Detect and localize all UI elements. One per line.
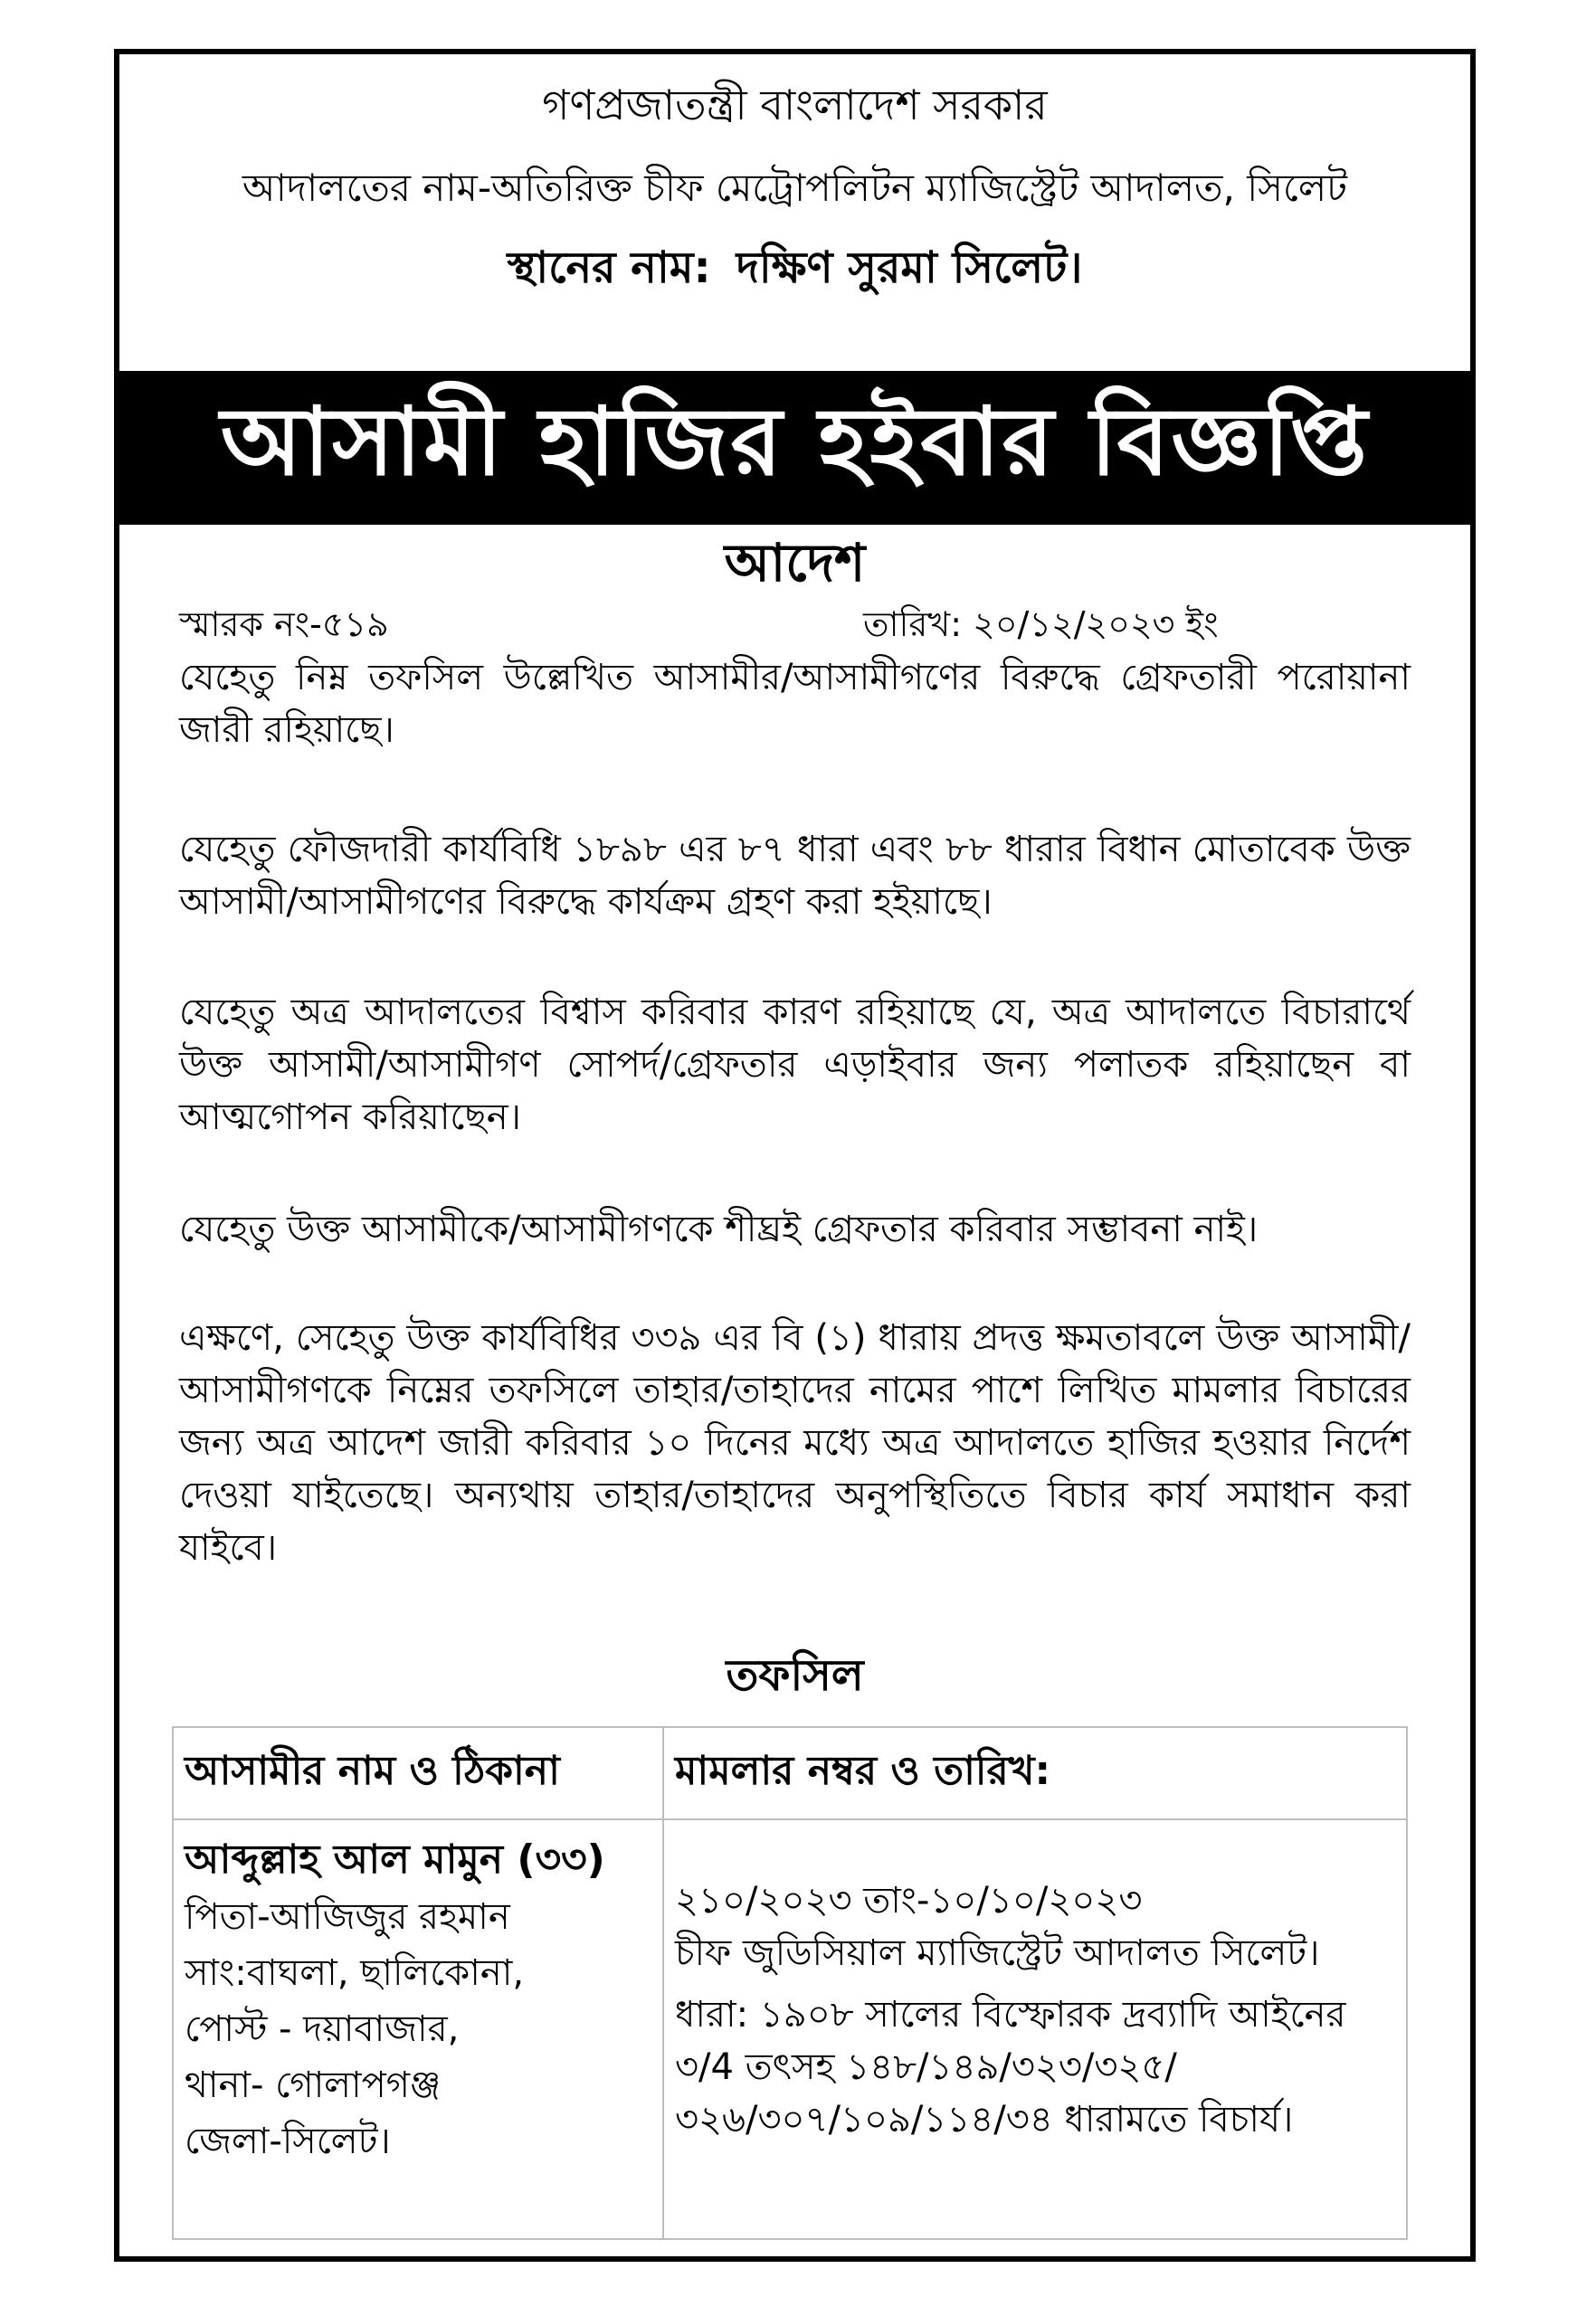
accused-name: আব্দুল্লাহ আল মামুন (৩৩) (185, 1837, 605, 1883)
case-section-line: ৩/4 তৎসহ ১৪৮/১৪৯/৩২৩/৩২৫/ (675, 2046, 1177, 2088)
accused-cell (173, 1819, 663, 2239)
accused-thana: থানা- গোলাপগঞ্জ (185, 2064, 442, 2106)
place-value: দক্ষিণ সুরমা সিলেট। (736, 242, 1083, 293)
order-paragraph: এক্ষণে, সেহেতু উক্ত কার্যবিধির ৩৩৯ এর বি (১) ধারায় প্রদত্ত ক্ষমতাবলে উক্ত আসামী/আসামীগণকে নিম্নের তফসিলে তাহার/তাহাদের নামের পাশে লিখিত মামলার বিচারের জন্য অত্র আদেশ জারী করিবার ১০ দিনের মধ্যে অত্র আদালতে হাজির হওয়ার নির্দেশ দেওয়া যাইতেছে। অন্যথায় তাহার/তাহাদের অনুপস্থিতিতে বিচার কার্য সমাধান করা যাইবে। (179, 1317, 1411, 1569)
order-paragraph: যেহেতু উক্ত আসামীকে/আসামীগণকে শীঘ্রই গ্রেফতার করিবার সম্ভাবনা নাই। (179, 1209, 1259, 1250)
case-spacer (675, 1979, 1395, 1989)
column-header-accused: আসামীর নাম ও ঠিকানা (173, 1727, 663, 1819)
case-court: চীফ জুডিসিয়াল ম্যাজিস্ট্রেট আদালত সিলেট। (675, 1932, 1320, 1974)
case-section-line: ৩২৬/৩০৭/১০৯/১১৪/৩৪ ধারামতে বিচার্য। (675, 2099, 1294, 2140)
table-header-row (173, 1727, 1407, 1819)
schedule-title: তফসিল (726, 1650, 864, 1701)
place-line (119, 239, 1470, 297)
order-date: তারিখ: ২০/১২/২০২৩ ইং (863, 604, 1219, 644)
memo-row (179, 601, 1411, 648)
memo-number: স্মারক নং-৫১৯ (179, 604, 389, 644)
column-header-case: মামলার নম্বর ও তারিখ: (663, 1727, 1407, 1819)
accused-village: সাং:বাঘলা, ছালিকোনা, (185, 1952, 525, 1994)
table-row (173, 1819, 1407, 2239)
case-section-line: ধারা: ১৯০৮ সালের বিস্ফোরক দ্রব্যাদি আইনের (675, 1994, 1346, 2036)
banner-title: আসামী হাজির হইবার বিজ্ঞপ্তি (220, 386, 1370, 497)
accused-father: পিতা-আজিজুর রহমান (185, 1896, 510, 1938)
notice-banner (119, 371, 1470, 525)
schedule-table (172, 1726, 1408, 2240)
case-block (675, 1831, 1395, 2146)
government-heading: গণপ্রজাতন্ত্রী বাংলাদেশ সরকার (542, 81, 1048, 129)
case-cell (663, 1819, 1407, 2239)
order-paragraph: যেহেতু অত্র আদালতের বিশ্বাস করিবার কারণ রহিয়াছে যে, অত্র আদালতে বিচারার্থে উক্ত আসামী/আসামীগণ সোপর্দ/গ্রেফতার এড়াইবার জন্য পলাতক রহিয়াছেন বা আত্মগোপন করিয়াছেন। (179, 992, 1411, 1138)
accused-post: পোস্ট - দয়াবাজার, (185, 2008, 460, 2050)
case-number-date: ২১০/২০২৩ তাং-১০/১০/২০২৩ (675, 1880, 1143, 1922)
order-heading: আদেশ (724, 532, 866, 593)
place-label: স্থানের নাম: (507, 242, 711, 293)
court-name: আদালতের নাম-অতিরিক্ত চীফ মেট্রোপলিটন ম্যাজিস্ট্রেট আদালত, সিলেট (242, 166, 1348, 210)
accused-district: জেলা-সিলেট। (185, 2121, 391, 2162)
order-paragraph: যেহেতু নিম্ন তফসিল উল্লেখিত আসামীর/আসামীগণের বিরুদ্ধে গ্রেফতারী পরোয়ানা জারী রহিয়াছে। (179, 657, 1411, 751)
order-paragraph: যেহেতু ফৌজদারী কার্যবিধি ১৮৯৮ এর ৮৭ ধারা এবং ৮৮ ধারার বিধান মোতাবেক উক্ত আসামী/আসামীগণের বিরুদ্ধে কার্যক্রম গ্রহণ করা হইয়াছে। (179, 829, 1411, 923)
notice-frame (114, 49, 1476, 2262)
